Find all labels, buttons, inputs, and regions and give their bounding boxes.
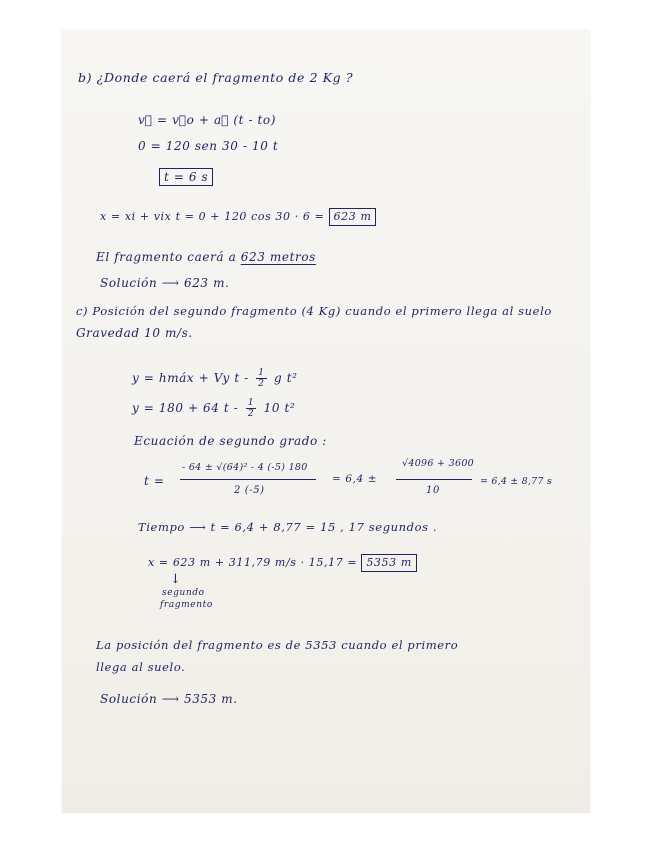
fraction-numerator: 1	[247, 398, 255, 408]
y-eq2-right: 10 t²	[263, 401, 296, 415]
part-c-question: c) Posición del segundo fragmento (4 Kg) cuando el primero llega al suelo	[76, 304, 552, 318]
half-fraction	[246, 398, 256, 419]
time-line: Tiempo ⟶ t = 6,4 + 8,77 = 15 , 17 segundos .	[138, 520, 438, 534]
quadratic-label: Ecuación de segundo grado :	[134, 434, 327, 448]
y-equation-general	[132, 368, 298, 389]
sqrt-denominator: 10	[426, 485, 440, 496]
t-numerator: - 64 ± √(64)² - 4 (-5) 180	[182, 462, 308, 473]
fall-statement-value: 623 metros	[240, 250, 316, 264]
x-equation: x = xi + vix t = 0 + 120 cos 30 · 6 =	[100, 210, 325, 223]
handwritten-sheet	[62, 30, 590, 813]
x-final-result: 5353 m	[361, 554, 417, 572]
x-final-equation: x = 623 m + 311,79 m/s · 15,17 =	[148, 556, 358, 569]
time-result-box	[159, 168, 213, 186]
conclusion-line-2: llega al suelo.	[96, 660, 186, 674]
fraction-line	[180, 479, 316, 480]
time-result: t = 6 s	[159, 168, 213, 186]
t-final-expression: = 6,4 ± 8,77 s	[480, 476, 552, 487]
down-arrow: ↓	[170, 572, 182, 587]
t-denominator: 2 (-5)	[234, 485, 265, 496]
x-final-line	[148, 554, 417, 572]
y-eq1-right: g t²	[274, 371, 298, 385]
fall-statement	[96, 250, 316, 264]
y-equation-values	[132, 398, 295, 419]
t-lhs: t =	[144, 474, 165, 488]
fall-statement-prefix: El fragmento caerá a	[96, 250, 237, 264]
fraction-line-2	[396, 479, 472, 480]
fraction-numerator: 1	[258, 368, 265, 378]
part-c-solution: Solución ⟶ 5353 m.	[100, 692, 238, 706]
t-middle: = 6,4 ±	[332, 473, 378, 485]
x-result: 623 m	[329, 208, 377, 226]
velocity-equation: v⃗ = v⃗o + a⃗ (t - to)	[138, 113, 277, 127]
gravity-line: Gravedad 10 m/s.	[76, 326, 193, 340]
fraction-denominator: 2	[247, 409, 255, 419]
x-equation-line	[100, 208, 376, 226]
note-segundo: segundo	[162, 588, 205, 598]
half-fraction	[256, 368, 266, 389]
conclusion-line-1: La posición del fragmento es de 5353 cuando el primero	[96, 638, 459, 652]
part-b-question: b) ¿Donde caerá el fragmento de 2 Kg ?	[78, 70, 354, 85]
sqrt-numerator: √4096 + 3600	[402, 458, 475, 469]
fraction-denominator: 2	[258, 379, 265, 389]
velocity-zero-equation: 0 = 120 sen 30 - 10 t	[138, 139, 279, 153]
part-b-solution: Solución ⟶ 623 m.	[100, 276, 230, 290]
y-eq1-left: y = hmáx + Vy t -	[132, 371, 249, 385]
y-eq2-left: y = 180 + 64 t -	[132, 401, 239, 415]
note-fragmento: fragmento	[160, 600, 213, 610]
